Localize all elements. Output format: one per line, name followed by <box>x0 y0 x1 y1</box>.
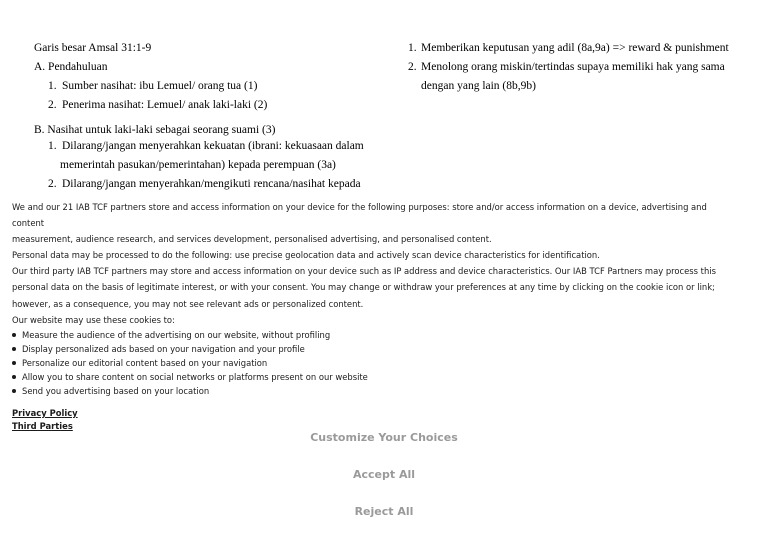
outline-left-column <box>34 39 384 190</box>
consent-paragraph-2: Personal data may be processed to do the following: use precise geolocation data and actively scan device characteristics for identification. <box>12 250 600 261</box>
consent-text <box>12 199 732 434</box>
consent-paragraph-3c: however, as a consequence, you may not see relevant ads or personalized content. <box>12 298 364 309</box>
bullet-icon <box>12 333 16 337</box>
policy-links <box>12 407 732 434</box>
outline-right-column <box>408 39 748 96</box>
customize-choices-button[interactable]: Customize Your Choices <box>0 431 768 444</box>
document-background <box>0 0 768 190</box>
right-item-2-cont: dengan yang lain (8b,9b) <box>421 80 536 92</box>
consent-paragraph-1a: We and our 21 IAB TCF partners store and access information on your device for the following purposes: store and/or access information on a device, advertising and content <box>12 202 707 229</box>
consent-paragraph-3b: personal data on the basis of legitimate interest, or with your consent. You may change or withdraw your preferences at any time by clicking on the cookie icon or link; <box>12 282 715 293</box>
right-item-2: 2. Menolong orang miskin/tertindas supaya memiliki hak yang sama <box>408 61 725 73</box>
section-a-heading: A. Pendahuluan <box>34 61 108 73</box>
bullet-icon <box>12 361 16 365</box>
section-b-item-1-cont: memerintah pasukan/pemerintahan) kepada perempuan (3a) <box>60 159 336 171</box>
bullet-icon <box>12 389 16 393</box>
list-item: Display personalized ads based on your navigation and your profile <box>22 342 732 356</box>
consent-paragraph-3a: Our third party IAB TCF partners may store and access information on your device such as IP address and device characteristics. Our IAB TCF Partners may process this <box>12 266 716 277</box>
list-item: Send you advertising based on your location <box>22 384 732 398</box>
cookie-consent-panel <box>0 190 768 543</box>
reject-all-button[interactable]: Reject All <box>0 505 768 518</box>
list-item: Personalize our editorial content based on your navigation <box>22 356 732 370</box>
section-a-item-1: 1. Sumber nasihat: ibu Lemuel/ orang tua (1) <box>48 80 258 92</box>
section-b-heading: B. Nasihat untuk laki-laki sebagai seorang suami (3) <box>34 124 276 136</box>
bullet-icon <box>12 347 16 351</box>
cookie-purpose-list <box>12 328 732 398</box>
accept-all-button[interactable]: Accept All <box>0 468 768 481</box>
section-a-item-2: 2. Penerima nasihat: Lemuel/ anak laki-laki (2) <box>48 99 268 111</box>
section-b-item-1: 1. Dilarang/jangan menyerahkan kekuatan (ibrani: kekuasaan dalam <box>48 140 364 152</box>
outline-title: Garis besar Amsal 31:1-9 <box>34 42 152 54</box>
cookies-intro: Our website may use these cookies to: <box>12 314 175 325</box>
bullet-icon <box>12 375 16 379</box>
privacy-policy-link[interactable]: Privacy Policy <box>12 407 78 418</box>
list-item: Measure the audience of the advertising on our website, without profiling <box>22 328 732 342</box>
section-b-item-2: 2. Dilarang/jangan menyerahkan/mengikuti rencana/nasihat kepada <box>48 178 361 190</box>
third-parties-link[interactable]: Third Parties <box>12 421 73 432</box>
right-item-1: 1. Memberikan keputusan yang adil (8a,9a) => reward & punishment <box>408 42 729 54</box>
consent-paragraph-1b: measurement, audience research, and services development, personalised advertising, and personalised content. <box>12 234 492 245</box>
list-item: Allow you to share content on social networks or platforms present on our website <box>22 370 732 384</box>
